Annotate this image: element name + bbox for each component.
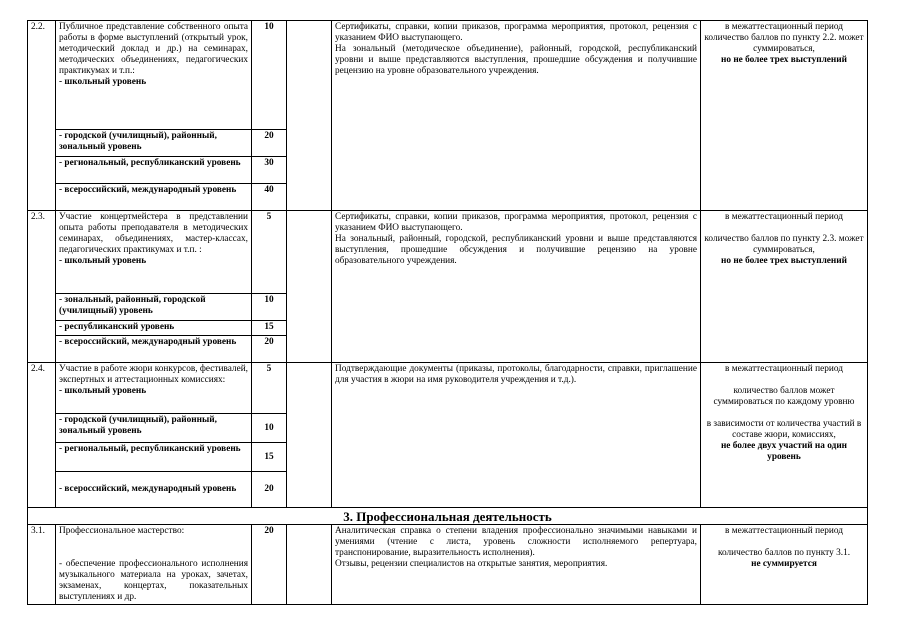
documents-text: Аналитическая справка о степени владения профессионально значимыми навыками и умениями (чтение с листа, уровень сложности исполняемого репертуара, транспонирование, выразительность исполнения). bbox=[335, 526, 697, 558]
level-label: - зональный, районный, городской (училищный) уровень bbox=[56, 294, 252, 321]
level-label: - всероссийский, международный уровень bbox=[56, 184, 252, 211]
note-text: в зависимости от количества участий в составе жюри, комиссиях, bbox=[706, 419, 862, 440]
level-points: 5 bbox=[252, 211, 287, 294]
level-points: 40 bbox=[252, 184, 287, 211]
row-number: 2.4. bbox=[28, 363, 56, 508]
documents-cell bbox=[332, 363, 701, 508]
empty-cell bbox=[287, 525, 332, 605]
note-bold: но не более трех выступлений bbox=[720, 256, 847, 266]
level-points: 20 bbox=[252, 472, 287, 508]
criteria-table bbox=[27, 20, 868, 605]
empty-cell bbox=[287, 211, 332, 363]
note-cell bbox=[701, 363, 868, 508]
section-header-row bbox=[28, 508, 868, 525]
documents-text: Сертификаты, справки, копии приказов, программа мероприятия, протокол, рецензия с указанием ФИО выступающего. bbox=[335, 22, 697, 43]
note-cell bbox=[701, 211, 868, 363]
level-points: 20 bbox=[252, 336, 287, 363]
level-label: - городской (училищный), районный, зональный уровень bbox=[56, 414, 252, 443]
note-cell bbox=[701, 525, 868, 605]
note-cell bbox=[701, 21, 868, 211]
note-text: в межаттестационный период bbox=[725, 526, 843, 536]
note-text: в межаттестационный период bbox=[725, 364, 843, 374]
level-points: 10 bbox=[252, 21, 287, 130]
table-row bbox=[28, 211, 868, 294]
level-label: - городской (училищный), районный, зональный уровень bbox=[56, 130, 252, 157]
note-bold: не суммируется bbox=[751, 559, 817, 569]
level-points: 15 bbox=[252, 443, 287, 472]
level-points: 20 bbox=[252, 130, 287, 157]
criterion-title: Профессиональное мастерство: bbox=[59, 526, 185, 536]
level-points: 10 bbox=[252, 294, 287, 321]
level-label: - республиканский уровень bbox=[56, 321, 252, 336]
empty-cell bbox=[287, 21, 332, 211]
documents-text: На зональный, районный, городской, республиканский уровни и выше представляются выступления, прошедшие обсуждения и получившие рецензию на уровне образовательного учреждения. bbox=[335, 234, 697, 266]
level-points: 15 bbox=[252, 321, 287, 336]
level-label: - региональный, республиканский уровень bbox=[56, 157, 252, 184]
note-bold: не более двух участий на один уровень bbox=[720, 441, 848, 462]
level-label: - школьный уровень bbox=[59, 386, 147, 396]
note-text: количество баллов может суммироваться по каждому уровню bbox=[713, 386, 855, 407]
documents-text: На зональный (методическое объединение), районный, городской, республиканский уровни и выше представляются выступления, прошедшие обсуждения и получившие рецензию на уровне образовательного учреждения. bbox=[335, 44, 697, 76]
table-row bbox=[28, 363, 868, 414]
level-points: 30 bbox=[252, 157, 287, 184]
level-label: - школьный уровень bbox=[59, 77, 147, 87]
section-title: 3. Профессиональная деятельность bbox=[28, 508, 868, 525]
note-text: количество баллов по пункту 2.3. может суммироваться, bbox=[704, 234, 864, 255]
level-points: 10 bbox=[252, 414, 287, 443]
row-number: 3.1. bbox=[28, 525, 56, 605]
note-bold: но не более трех выступлений bbox=[720, 55, 847, 65]
note-text: в межаттестационный период bbox=[725, 212, 843, 222]
row-number: 2.2. bbox=[28, 21, 56, 211]
documents-text: Отзывы, рецензии специалистов на открытые занятия, мероприятия. bbox=[335, 559, 608, 569]
documents-text: Подтверждающие документы (приказы, протоколы, благодарности, справки, приглашение для участия в жюри на имя руководителя учреждения и т.д.). bbox=[335, 364, 697, 385]
criterion-title: Участие в работе жюри конкурсов, фестивалей, экспертных и аттестационных комиссиях: bbox=[59, 364, 248, 385]
level-points: 5 bbox=[252, 363, 287, 414]
level-label: - региональный, республиканский уровень bbox=[56, 443, 252, 472]
criterion-title: Участие концертмейстера в представлении опыта работы преподавателя в методических семинарах, объединениях, мастер-классах, педагогических практикумах и т.п. : bbox=[59, 212, 248, 255]
criterion-item: - обеспечение профессионального исполнения музыкального материала на уроках, зачетах, экзаменах, концертах, показательных выступлениях и др. bbox=[59, 559, 248, 602]
documents-cell bbox=[332, 211, 701, 363]
level-label: - всероссийский, международный уровень bbox=[56, 336, 252, 363]
table-row bbox=[28, 21, 868, 130]
criterion-title: Публичное представление собственного опыта работы в форме выступлений (открытый урок, методический доклад и др.) на семинарах, методических объединениях, педагогических практикумах и т.п.: bbox=[59, 22, 248, 76]
empty-cell bbox=[287, 363, 332, 508]
note-text: количество баллов по пункту 3.1. bbox=[717, 548, 851, 558]
level-label: - школьный уровень bbox=[59, 256, 147, 266]
level-points: 20 bbox=[252, 525, 287, 605]
level-label: - всероссийский, международный уровень bbox=[56, 472, 252, 508]
table-row bbox=[28, 525, 868, 605]
note-text: в межаттестационный период количество баллов по пункту 2.2. может суммироваться, bbox=[704, 22, 864, 54]
documents-cell bbox=[332, 21, 701, 211]
row-number: 2.3. bbox=[28, 211, 56, 363]
documents-cell bbox=[332, 525, 701, 605]
documents-text: Сертификаты, справки, копии приказов, программа мероприятия, протокол, рецензия с указанием ФИО выступающего. bbox=[335, 212, 697, 233]
